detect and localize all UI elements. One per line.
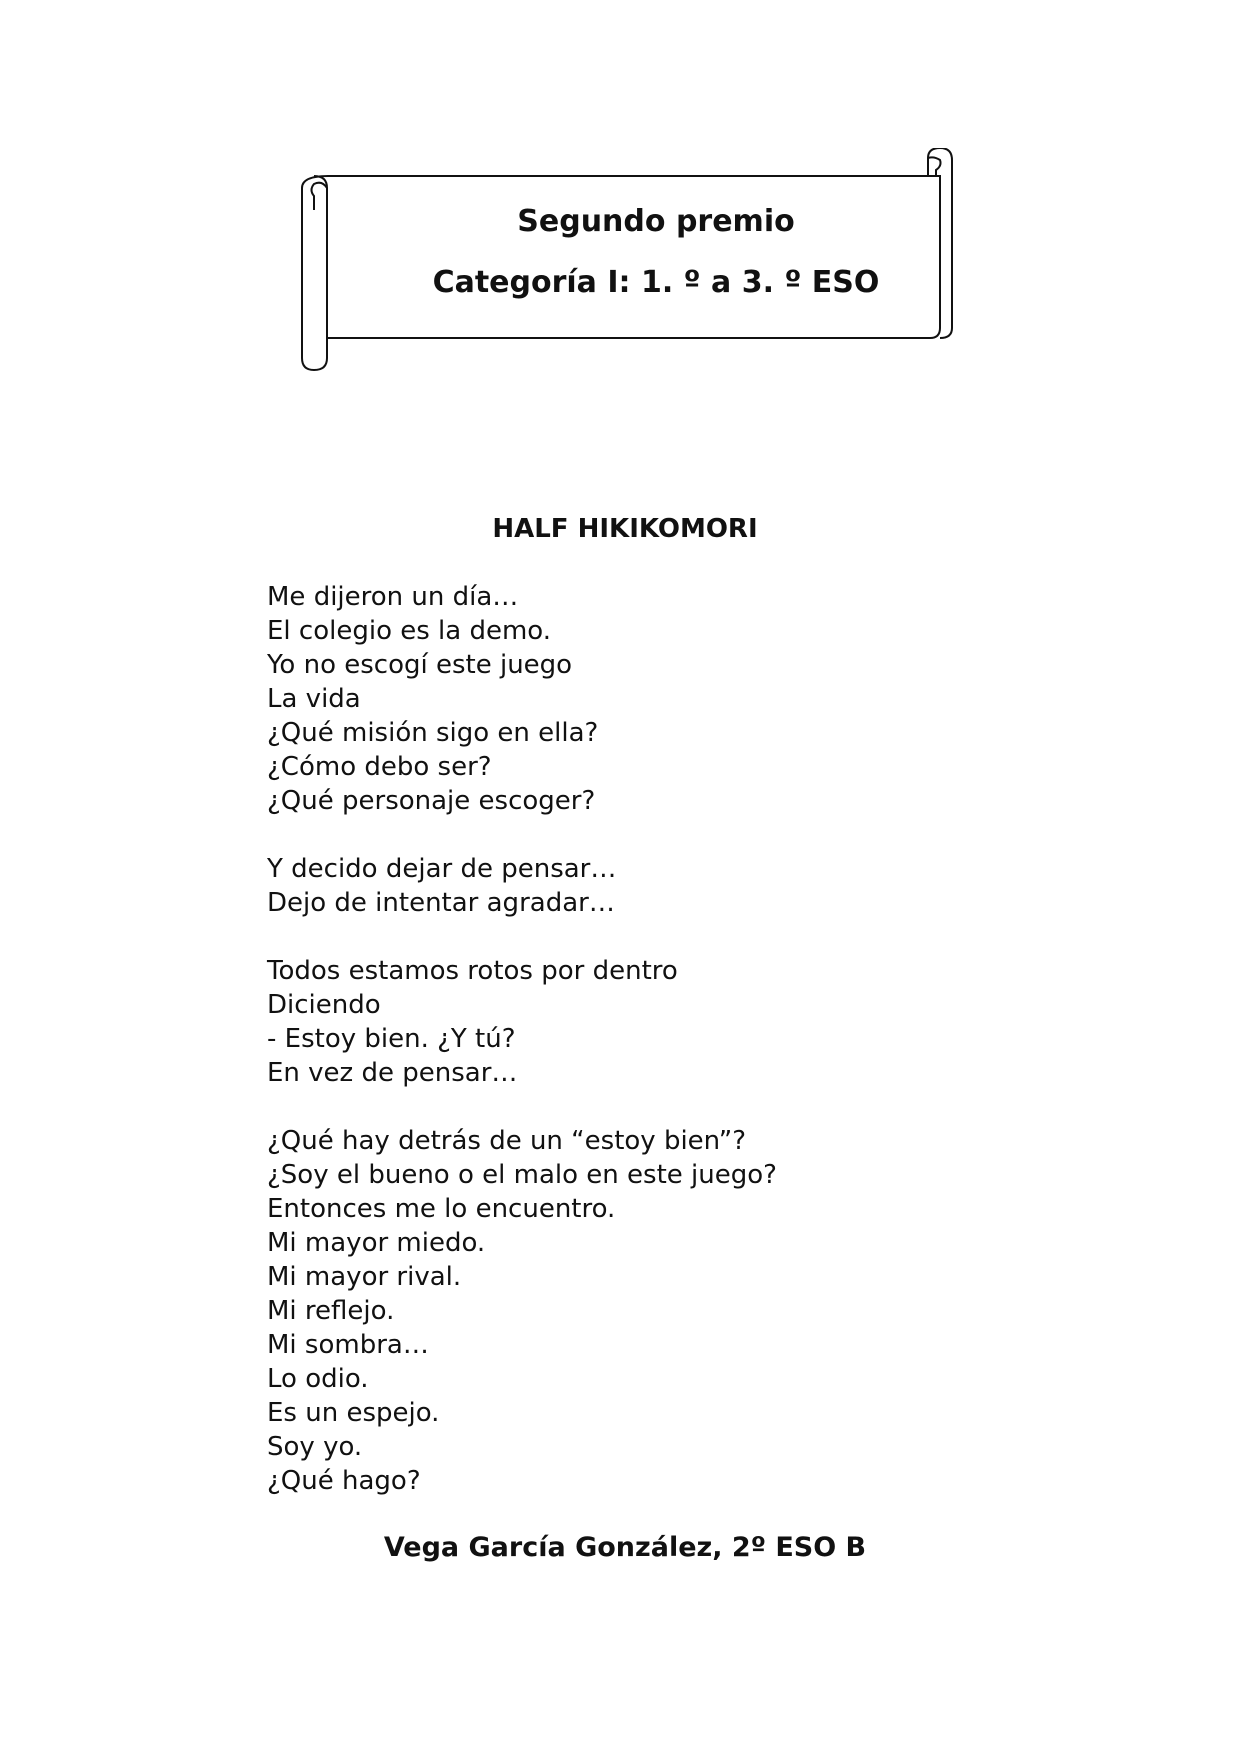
scroll-icon	[300, 148, 972, 378]
award-category: Categoría I: 1. º a 3. º ESO	[432, 265, 880, 300]
poem-body	[267, 580, 987, 1532]
poem-line: Soy yo.	[267, 1432, 363, 1462]
stanza	[267, 954, 987, 1090]
poem-line: Todos estamos rotos por dentro	[267, 956, 678, 986]
poem-line: - Estoy bien. ¿Y tú?	[267, 1024, 516, 1054]
poem-line: Mi mayor rival.	[267, 1262, 462, 1292]
poem-line: Mi reflejo.	[267, 1296, 395, 1326]
poem-line: Mi mayor miedo.	[267, 1228, 486, 1258]
poem-line: En vez de pensar…	[267, 1058, 518, 1088]
poem-line: Dejo de intentar agradar…	[267, 888, 615, 918]
poem-author: Vega García González, 2º ESO B	[383, 1532, 867, 1563]
award-title: Segundo premio	[517, 204, 795, 239]
stanza	[267, 1124, 987, 1498]
poem-line: Es un espejo.	[267, 1398, 440, 1428]
poem-line: Y decido dejar de pensar…	[267, 854, 617, 884]
poem-line: Mi sombra…	[267, 1330, 429, 1360]
poem-line: ¿Qué misión sigo en ella?	[267, 718, 599, 748]
poem-line: La vida	[267, 684, 361, 714]
award-scroll-banner	[300, 148, 972, 378]
poem-title: HALF HIKIKOMORI	[492, 514, 758, 544]
poem-line: ¿Soy el bueno o el malo en este juego?	[267, 1160, 777, 1190]
poem-line: Diciendo	[267, 990, 381, 1020]
poem-line: Yo no escogí este juego	[267, 650, 573, 680]
poem-line: ¿Qué personaje escoger?	[267, 786, 596, 816]
poem-line: Entonces me lo encuentro.	[267, 1194, 616, 1224]
poem-line: ¿Qué hay detrás de un “estoy bien”?	[267, 1126, 746, 1156]
poem-line: Me dijeron un día…	[267, 582, 519, 612]
poem-line: ¿Cómo debo ser?	[267, 752, 492, 782]
stanza	[267, 580, 987, 818]
poem-line: Lo odio.	[267, 1364, 369, 1394]
stanza	[267, 852, 987, 920]
poem-line: El colegio es la demo.	[267, 616, 552, 646]
poem-line: ¿Qué hago?	[267, 1466, 421, 1496]
